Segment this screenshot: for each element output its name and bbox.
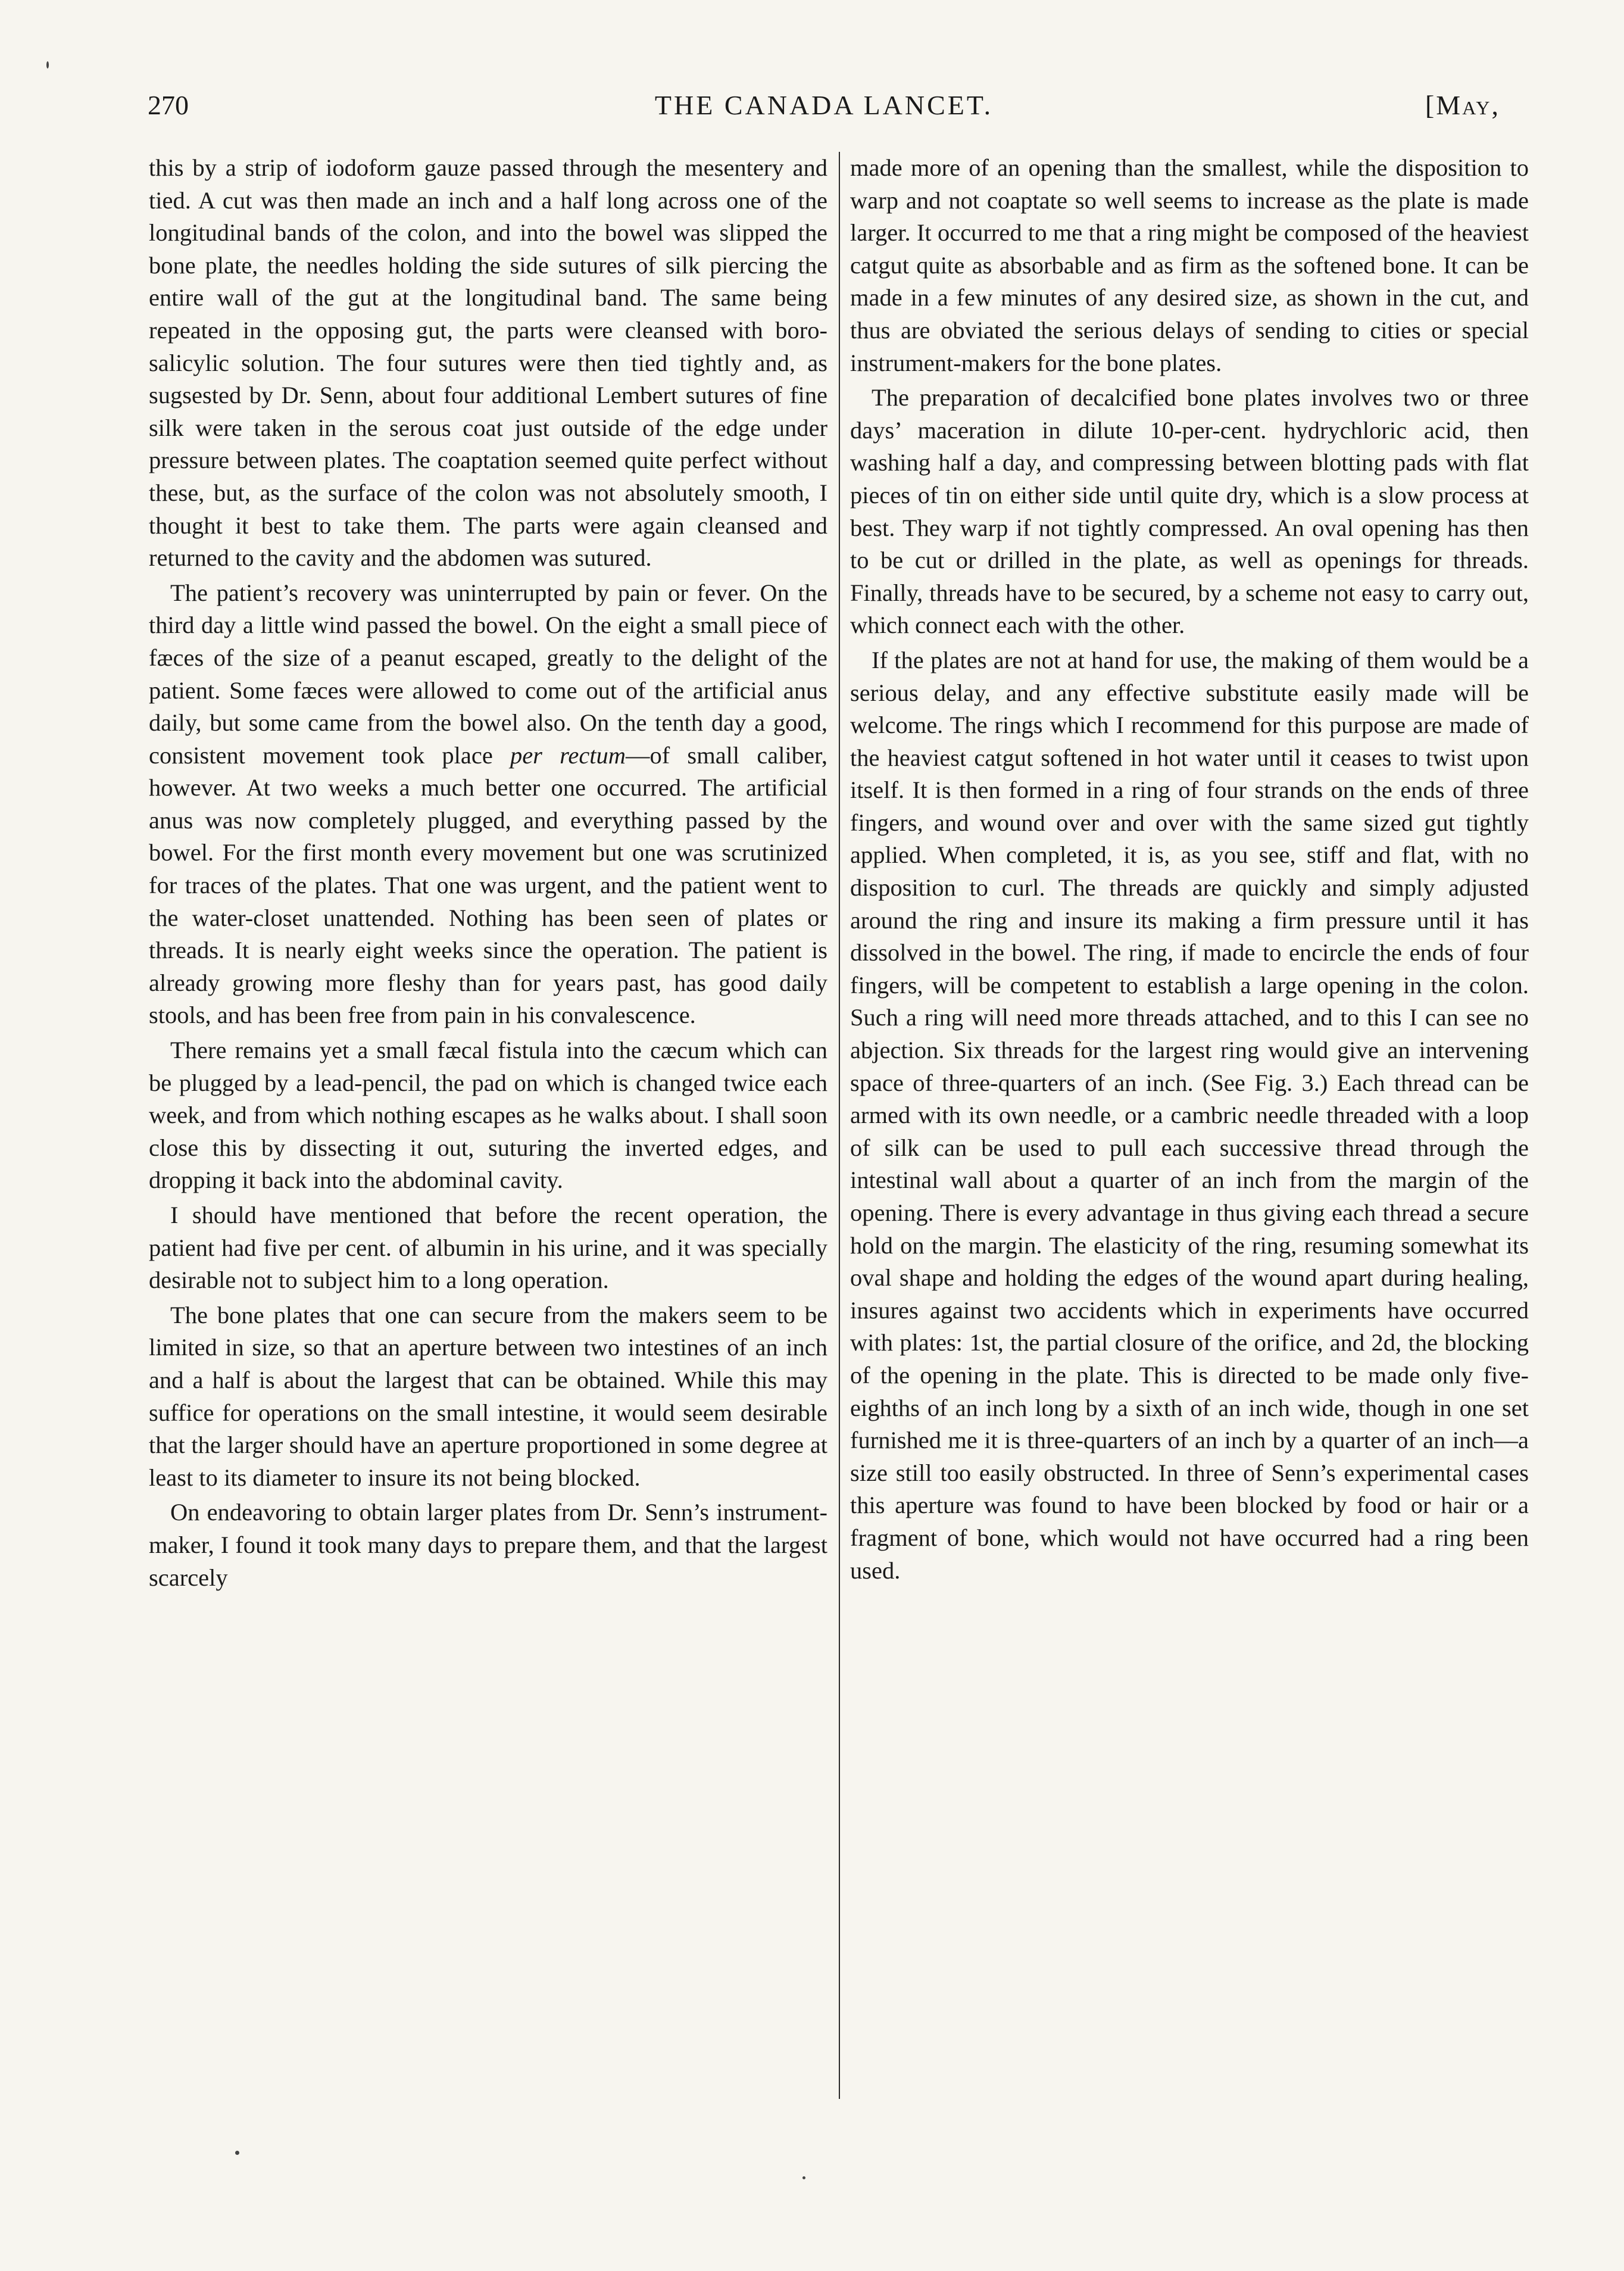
paragraph: The preparation of decalcified bone plates involves two or three days’ maceration in dilute 10-per-cent. hydrychloric acid, then washing half a day, and compressing between blotting pads with flat pieces of tin on either side until quite dry, which is a slow process at best. They warp if not tightly compressed. An oval opening has then to be cut or drilled in the plate, as well as openings for threads. Finally, threads have to be secured, by a scheme not easy to carry out, which connect each with the other. [850, 384, 1529, 639]
paragraph: The bone plates that one can secure from the makers seem to be limited in size, so that an aperture between two intestines of an inch and a half is about the largest that can be obtained. While this may suffice for operations on the small intestine, it would seem desirable that the larger should have an aperture proportioned in some degree at least to its diameter to insure its not being blocked. [149, 1301, 827, 1491]
paragraph: I should have mentioned that before the recent operation, the patient had five per cent. of albumin in his urine, and it was specially desirable not to subject him to a long operation. [149, 1202, 827, 1294]
latin-phrase: per rectum [510, 741, 626, 769]
right-column [850, 152, 1529, 1589]
left-column [149, 152, 827, 1596]
page-number: 270 [148, 90, 189, 120]
paragraph: this by a strip of iodoform gauze passed through the mesentery and tied. A cut was then made an inch and a half long across one of the longitudinal bands of the colon, and into the bowel was slipped the bone plate, the needles holding the side sutures of silk piercing the entire wall of the gut at the longitudinal band. The same being repeated in the opposing gut, the parts were cleansed with boro-salicylic solution. The four sutures were then tied tightly and, as sugsested by Dr. Senn, about four additional Lembert sutures of fine silk were taken in the serous coat just outside of the edge under pressure between plates. The coaptation seemed quite perfect without these, but, as the surface of the colon was not absolutely smooth, I thought it best to take them. The parts were again cleansed and returned to the cavity and the abdomen was sutured. [149, 154, 827, 572]
paragraph: There remains yet a small fæcal fistula into the cæcum which can be plugged by a lead-pencil, the pad on which is changed twice each week, and from which nothing escapes as he walks about. I shall soon close this by dissecting it out, suturing the inverted edges, and dropping it back into the abdominal cavity. [149, 1037, 827, 1194]
running-head [148, 89, 1500, 137]
paragraph: On endeavoring to obtain larger plates from Dr. Senn’s instrument-maker, I found it took many days to prepare them, and that the largest scarcely [149, 1499, 827, 1591]
issue-month: [May, [1425, 90, 1500, 120]
paper-speck [802, 2176, 805, 2179]
paragraph: made more of an opening than the smallest, while the disposition to warp and not coaptate so well seems to increase as the plate is made larger. It occurred to me that a ring might be composed of the heaviest catgut quite as absorbable and as firm as the softened bone. It can be made in a few minutes of any desired size, as shown in the cut, and thus are obviated the serious delays of sending to cities or special instrument-makers for the bone plates. [850, 154, 1529, 376]
paragraph-text: —of small caliber, however. At two weeks a much better one occurred. The artificial anus was now completely plugged, and everything passed by the bowel. For the first month every movement but one was scrutinized for traces of the plates. That one was urgent, and the patient went to the water-closet unattended. Nothing has been seen of plates or threads. It is nearly eight weeks since the operation. The patient is already growing more fleshy than for years past, has good daily stools, and has been free from pain in his convalescence. [149, 741, 827, 1029]
paper-speck [235, 2151, 239, 2155]
column-rule [839, 152, 840, 2099]
paragraph [149, 577, 827, 1032]
paragraph-text: The patient’s recovery was uninterrupted by pain or fever. On the third day a little wind passed the bowel. On the eight a small piece of fæces of the size of a peanut escaped, greatly to the delight of the patient. Some fæces were allowed to come out of the artificial anus daily, but some came from the bowel also. On the tenth day a good, consistent movement took place [149, 579, 827, 769]
paragraph: If the plates are not at hand for use, the making of them would be a serious delay, and any effective substitute easily made will be welcome. The rings which I recommend for this purpose are made of the heaviest catgut softened in hot water until it ceases to twist upon itself. It is then formed in a ring of four strands on the ends of three fingers, and wound over and over with the same sized gut tightly applied. When completed, it is, as you see, stiff and flat, with no disposition to curl. The threads are quickly and simply adjusted around the ring and insure its making a firm pressure until it has dissolved in the bowel. The ring, if made to encircle the ends of four fingers, will be competent to establish a large opening in the colon. Such a ring will need more threads attached, and to this I can see no abjection. Six threads for the largest ring would give an intervening space of three-quarters of an inch. (See Fig. 3.) Each thread can be armed with its own needle, or a cambric needle threaded with a loop of silk can be used to pull each successive thread through the intestinal wall about a quarter of an inch from the margin of the opening. There is every advantage in thus giving each thread a secure hold on the margin. The elasticity of the ring, resuming somewhat its oval shape and holding the edges of the wound apart during healing, insures against two accidents which in experiments have occurred with plates: 1st, the partial closure of the orifice, and 2d, the blocking of the opening in the plate. This is directed to be made only five-eighths of an inch long by a sixth of an inch wide, though in one set furnished me it is three-quarters of an inch by a quarter of an inch—a size still too easily obstructed. In three of Senn’s experimental cases this aperture was found to have been blocked by food or hair or a fragment of bone, which would not have occurred had a ring been used. [850, 646, 1529, 1584]
journal-title: THE CANADA LANCET. [654, 90, 994, 120]
paper-speck [46, 61, 49, 68]
